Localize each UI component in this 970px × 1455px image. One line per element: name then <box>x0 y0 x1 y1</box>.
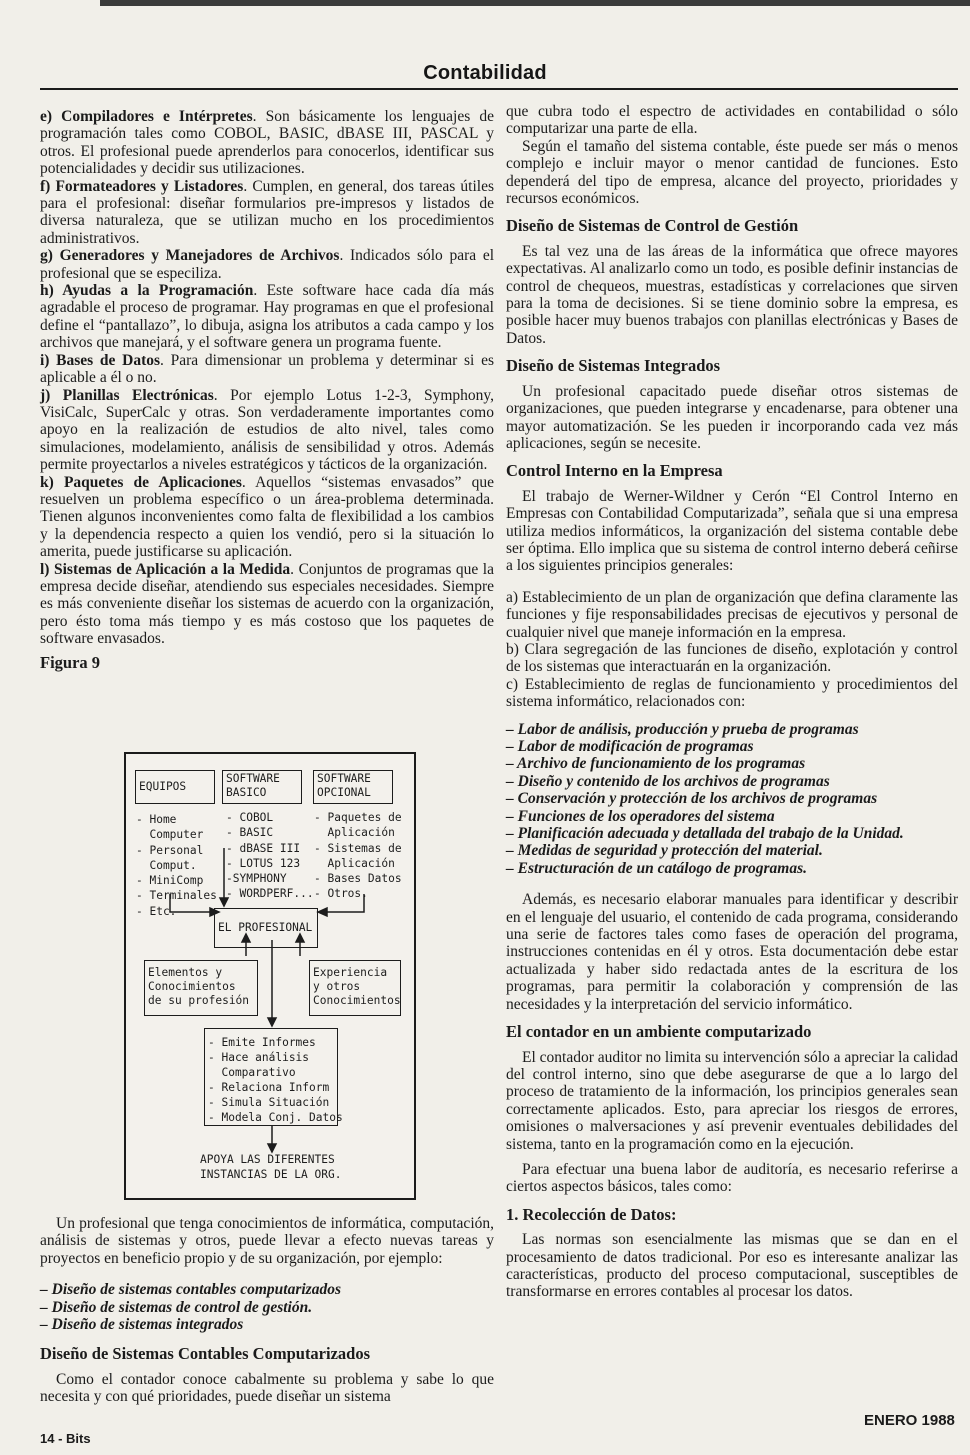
list-item: – Funciones de los operadores del sistema <box>506 807 775 825</box>
equipos-box: EQUIPOS <box>135 770 215 804</box>
paragraph: El contador auditor no limita su intervención sólo a apreciar la calidad del control interno, sino que debe asegurarse de que a lo largo del proceso de tratamiento de la información, los principios generales sean correctamente aplicados. Esto, para apreciar los riesgos de errores, omisiones o malversaciones y así prevenir eventuales debilidades del sistema, tanto en la programación como en la ejecución. <box>506 1048 958 1153</box>
subheading: El contador en un ambiente computarizado <box>506 1022 812 1042</box>
apoyo-text: APOYA LAS DIFERENTES INSTANCIAS DE LA ORG. <box>200 1153 342 1181</box>
item-text: Indicados sólo para el profesional que se especiliza. <box>40 247 495 282</box>
paragraph: Como el contador conoce cabalmente su problema y sabe lo que necesita y con qué prioridades, puede diseñar un sistema <box>40 1370 494 1406</box>
item-i: i) Bases de Datos. Para dimensionar un problema y determinar si es aplicable a él o no. <box>40 351 494 387</box>
subheading: Diseño de Sistemas Contables Computarizados <box>40 1344 371 1364</box>
item-text: Son básicamente los lenguajes de programación tales como COBOL, BASIC, dBASE III, PASCAL y otros. El profesional puede aprenderlos para conocerlos, identificar sus potencialidades y decidir sus utilizaciones. <box>40 108 494 178</box>
item-label: k) Paquetes de Aplicaciones <box>40 473 242 491</box>
paragraph: Las normas son esencialmente las mismas que se dan en el procesamiento de datos tradicional. Por eso es interesante analizar las características, producto del proceso computacional, susceptibles de transformarse en errores contables al procesar los datos. <box>506 1231 958 1301</box>
software-basico-list: - COBOL - BASIC - dBASE III - LOTUS 123 -SYMPHONY - WORDPERF... <box>226 811 314 901</box>
list-item: – Labor de modificación de programas <box>506 738 754 755</box>
principle-a: a) Establecimiento de un plan de organización que defina claramente las funciones y fije responsabilidades precisas de ejecutivos y personal de cualquier nivel que maneje información en la empresa. <box>506 588 958 641</box>
subheading: Control Interno en la Empresa <box>506 461 723 481</box>
item-label: g) Generadores y Manejadores de Archivos <box>40 247 340 265</box>
list-item: – Conservación y protección de los archivos de programas <box>506 790 878 808</box>
item-label: h) Ayudas a la Programación <box>40 282 254 300</box>
software-basico-box: SOFTWARE BASICO <box>222 770 302 804</box>
elementos-box: Elementos y Conocimientos de su profesión <box>144 960 258 1016</box>
profesional-box: EL PROFESIONAL <box>214 908 318 948</box>
list-item: – Estructuración de un catálogo de programas. <box>506 859 807 877</box>
software-opcional-box: SOFTWARE OPCIONAL <box>313 770 393 804</box>
item-label: e) Compiladores e Intérpretes <box>40 108 253 125</box>
item-h: h) Ayudas a la Programación. Este software hace cada día más agradable el proceso de programar. Hay programas en que el profesional define el “pantallazo”, lo dibuja, asigna los atributos a cada campo y los archivos que manejará, y el software genera un programa fuente. <box>40 282 495 352</box>
paragraph: Para efectuar una buena labor de auditoría, es necesario referirse a ciertos aspectos básicos, tales como: <box>506 1160 958 1196</box>
acciones-box: - Emite Informes - Hace análisis Comparativo - Relaciona Inform - Simula Situación - Modela Conj. Datos <box>204 1028 338 1126</box>
paragraph: Además, es necesario elaborar manuales para identificar y describir en el lenguaje del usuario, el contenido de cada programa, considerando una serie de factores tales como fases de operación del programa, instrucciones contenidas en él y otros. Esta documentación debe estar actualizada y haber sido redactada antes de la escritura de los programas, para permitir la colaboración y comprensión de las necesidades y la interpretación del servicio informático. <box>506 891 958 1013</box>
right-column <box>506 103 958 1301</box>
item-text: Para dimensionar un problema y determinar si es aplicable a él o no. <box>40 351 494 387</box>
paragraph: Según el tamaño del sistema contable, éste puede ser más o menos complejo e incluir mayor o menor cantidad de funciones. Esto dependerá del tipo de empresa, alcance del proyecto, prioridades y recursos económicos. <box>506 137 958 208</box>
paragraph: Un profesional capacitado puede diseñar otros sistemas de organizaciones, que pueden integrarse y encadenarse, para obtener una mayor automatización. Se les pueden ir incorporando cada vez más aplicaciones, según se necesite. <box>506 382 958 452</box>
item-text: Por ejemplo Lotus 1-2-3, Symphony, VisiCalc, SuperCalc y otras. Son verdaderamente importantes como apoyo en la realización de estudios de alto nivel, tales como simulaciones, modelamiento, análisis de sensibilidad y otros. Además permite proyectarlos a niveles estratégicos y tácticos de la organización. <box>40 386 495 474</box>
figure-label: Figura 9 <box>40 652 101 672</box>
procedures-list <box>506 721 958 878</box>
list-item: – Medidas de seguridad y protección del material. <box>506 842 823 860</box>
left-column-bottom <box>40 1215 494 1406</box>
list-item: – Diseño y contenido de los archivos de programas <box>506 772 830 790</box>
item-j: j) Planillas Electrónicas. Por ejemplo Lotus 1-2-3, Symphony, VisiCalc, SuperCalc y otras. Son verdaderamente importantes como apoyo en la realización de estudios de alto nivel, tales como simulaciones, modelamiento, análisis de sensibilidad y otros. Además permite proyectarlos a niveles estratégicos y tácticos de la organización. <box>40 386 495 474</box>
item-text: Este software hace cada día más agradable el proceso de programar. Hay programas en que el profesional define el “pantallazo”, lo dibuja, asigna los atributos a cada campo y los archivos que manejará, y el software genera un programa fuente. <box>40 282 495 352</box>
list-item: – Diseño de sistemas contables computarizados <box>40 1281 341 1299</box>
issue-date: ENERO 1988 <box>864 1412 955 1429</box>
list-item: – Labor de análisis, producción y prueba de programas <box>506 720 859 738</box>
top-bar <box>100 0 970 6</box>
figure-9-diagram <box>124 752 416 1200</box>
paragraph: Un profesional que tenga conocimientos de informática, computación, análisis de sistemas y otros, puede llevar a efecto nuevas tareas y proyectos en beneficio propio y de su organización, por ejemplo: <box>40 1215 494 1267</box>
subheading: 1. Recolección de Datos: <box>506 1204 677 1224</box>
left-column <box>40 108 494 671</box>
subheading: Diseño de Sistemas Integrados <box>506 356 721 376</box>
item-text: Cumplen, en general, dos tareas útiles para el profesional: diseñar formularios pre-impresos y listados de diversa naturaleza, que se utilizan mucho en los procedimientos administrativos. <box>40 177 495 247</box>
item-label: i) Bases de Datos <box>40 351 161 369</box>
equipos-list: - Home Computer - Personal Comput. - MiniComp - Terminales - Etc. <box>136 813 217 918</box>
list-item: – Diseño de sistemas de control de gestión. <box>40 1298 313 1316</box>
paragraph: El trabajo de Werner-Wildner y Cerón “El Control Interno en Empresas con Contabilidad Computarizada”, señala que si una empresa utiliza medios informáticos, la organización del sistema contable debe ser óptima. Ello implica que su sistema de control interno deberá ceñirse a los siguientes principios generales: <box>506 487 958 575</box>
list-item: – Archivo de funcionamiento de los programas <box>506 755 806 773</box>
paragraph: Es tal vez una de las áreas de la informática que ofrece mayores expectativas. Al analizarlo como un todo, es posible definir instancias de control de chequeos, muestras, estadísticas y correlaciones que sirven para la toma de decisiones. Si se tiene dominio sobre la empresa, es posible hacer muy buenos trabajos con planillas electrónicas y Bases de Datos. <box>506 242 958 347</box>
item-l: l) Sistemas de Aplicación a la Medida. Conjuntos de programas que la empresa decide diseñar, atendiendo sus especiales necesidades. Siempre es más conveniente diseñar los sistemas de acuerdo con la organización, pero ésto toma más tiempo y es más costoso que los paquetes de software envasados. <box>40 560 494 648</box>
principle-b: b) Clara segregación de las funciones de diseño, explotación y control de los sistemas que interactuarán en la organización. <box>506 640 958 676</box>
item-label: j) Planillas Electrónicas <box>40 386 214 404</box>
subheading: Diseño de Sistemas de Control de Gestión <box>506 216 799 236</box>
header-rule <box>40 88 958 90</box>
item-g: g) Generadores y Manejadores de Archivos. Indicados sólo para el profesional que se especiliza. <box>40 247 495 282</box>
experiencia-box: Experiencia y otros Conocimientos <box>309 960 401 1016</box>
section-title: Contabilidad <box>423 62 547 84</box>
item-text: Aquellos “sistemas envasados” que resuelven un problema específico o un área-problema determinada. Tienen algunos inconvenientes como falta de flexibilidad a los cambios y la dependencia respecto a quien los vendió, pero si la situación lo amerita, puede justificarse su aplicación. <box>40 473 494 561</box>
page-number: 14 - Bits <box>40 1431 91 1446</box>
software-opcional-list: - Paquetes de Aplicación - Sistemas de Aplicación - Bases Datos - Otros. <box>314 811 402 901</box>
item-e: e) Compiladores e Intérpretes. Son básicamente los lenguajes de programación tales como COBOL, BASIC, dBASE III, PASCAL y otros. El profesional puede aprenderlos para conocerlos, identificar sus potencialidades y decidir sus utilizaciones. <box>40 108 494 178</box>
examples-list <box>40 1281 494 1333</box>
item-text: Conjuntos de programas que la empresa decide diseñar, atendiendo sus especiales necesidades. Siempre es más conveniente diseñar los sistemas de acuerdo con la organización, pero ésto toma más tiempo y es más costoso que los paquetes de software envasados. <box>40 560 494 648</box>
item-label: f) Formateadores y Listadores <box>40 177 244 195</box>
principle-c: c) Establecimiento de reglas de funcionamiento y procedimientos del sistema informático, relacionados con: <box>506 675 958 711</box>
list-item: – Diseño de sistemas integrados <box>40 1316 244 1334</box>
item-k: k) Paquetes de Aplicaciones. Aquellos “sistemas envasados” que resuelven un problema específico o un área-problema determinada. Tienen algunos inconvenientes como falta de flexibilidad a los cambios y la dependencia respecto a quien los vendió, pero si la situación lo amerita, puede justificarse su aplicación. <box>40 473 494 561</box>
list-item: – Planificación adecuada y detallada del trabajo de la Unidad. <box>506 825 904 843</box>
item-label: l) Sistemas de Aplicación a la Medida <box>40 560 291 578</box>
paragraph: que cubra todo el espectro de actividades en contabilidad o sólo computarizar una parte de ella. <box>506 103 958 138</box>
item-f: f) Formateadores y Listadores. Cumplen, en general, dos tareas útiles para el profesional: diseñar formularios pre-impresos y listados de diversa naturaleza, que se utilizan mucho en los procedimientos administrativos. <box>40 177 495 247</box>
